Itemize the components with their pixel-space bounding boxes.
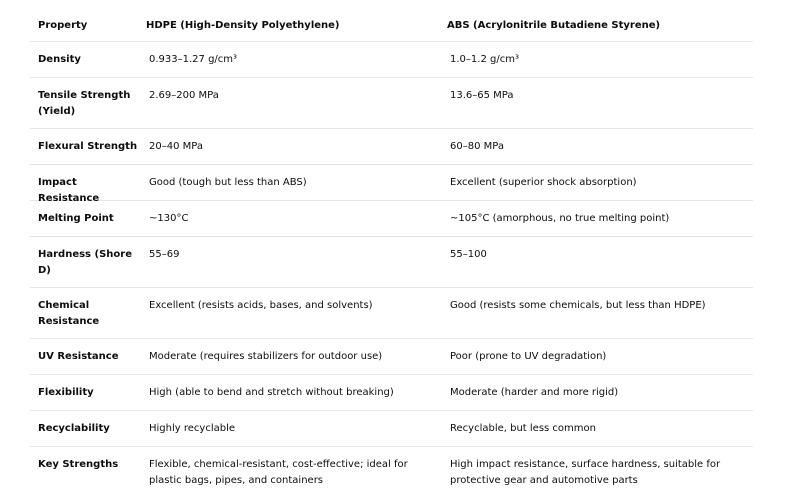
- property-cell: Flexural Strength: [38, 141, 138, 152]
- hdpe-cell: Moderate (requires stabilizers for outdoor use): [149, 351, 383, 362]
- abs-cell: 55–100: [450, 249, 487, 260]
- property-cell: Chemical Resistance: [38, 300, 100, 327]
- table-row: [30, 375, 753, 411]
- hdpe-cell: Good (tough but less than ABS): [149, 177, 307, 188]
- table-row: [30, 288, 753, 339]
- abs-cell: Moderate (harder and more rigid): [450, 387, 619, 398]
- property-cell: UV Resistance: [38, 351, 119, 362]
- property-cell: Melting Point: [38, 213, 114, 224]
- hdpe-cell: High (able to bend and stretch without breaking): [149, 387, 394, 398]
- header-abs: ABS (Acrylonitrile Butadiene Styrene): [447, 20, 661, 31]
- table-row: [30, 339, 753, 375]
- abs-cell: 13.6–65 MPa: [450, 90, 514, 101]
- table-row: [30, 411, 753, 447]
- header-property: Property: [38, 20, 88, 31]
- property-cell: Density: [38, 54, 81, 65]
- abs-cell: Excellent (superior shock absorption): [450, 177, 637, 188]
- abs-cell: High impact resistance, surface hardness, suitable for protective gear and automotive parts: [450, 459, 721, 486]
- abs-cell: 1.0–1.2 g/cm³: [450, 54, 519, 65]
- abs-cell: Recyclable, but less common: [450, 423, 596, 434]
- table-row: [30, 447, 753, 499]
- property-cell: Tensile Strength (Yield): [38, 90, 131, 117]
- hdpe-cell: Highly recyclable: [149, 423, 236, 434]
- table-row: [30, 201, 753, 237]
- hdpe-cell: Excellent (resists acids, bases, and solvents): [149, 300, 373, 311]
- header-hdpe: HDPE (High-Density Polyethylene): [146, 20, 340, 31]
- abs-cell: Poor (prone to UV degradation): [450, 351, 607, 362]
- table-row: [30, 165, 753, 204]
- property-cell: Key Strengths: [38, 459, 119, 470]
- table-row: [30, 42, 753, 78]
- table-row: [30, 129, 753, 165]
- hdpe-cell: 0.933–1.27 g/cm³: [149, 54, 238, 65]
- hdpe-cell: 2.69–200 MPa: [149, 90, 219, 101]
- property-cell: Recyclability: [38, 423, 110, 434]
- table-header-row: [30, 10, 753, 42]
- abs-cell: Good (resists some chemicals, but less than HDPE): [450, 300, 706, 311]
- property-cell: Flexibility: [38, 387, 94, 398]
- hdpe-cell: Flexible, chemical-resistant, cost-effective; ideal for plastic bags, pipes, and containers: [149, 459, 408, 486]
- property-cell: Impact Resistance: [38, 177, 100, 204]
- hdpe-cell: ~130°C: [149, 213, 189, 224]
- hdpe-cell: 55–69: [149, 249, 180, 260]
- property-cell: Hardness (Shore D): [38, 249, 132, 276]
- table-row: [30, 78, 753, 129]
- table-row: [30, 237, 753, 288]
- abs-cell: ~105°C (amorphous, no true melting point): [450, 213, 670, 224]
- abs-cell: 60–80 MPa: [450, 141, 504, 152]
- comparison-table: [30, 10, 753, 499]
- hdpe-cell: 20–40 MPa: [149, 141, 203, 152]
